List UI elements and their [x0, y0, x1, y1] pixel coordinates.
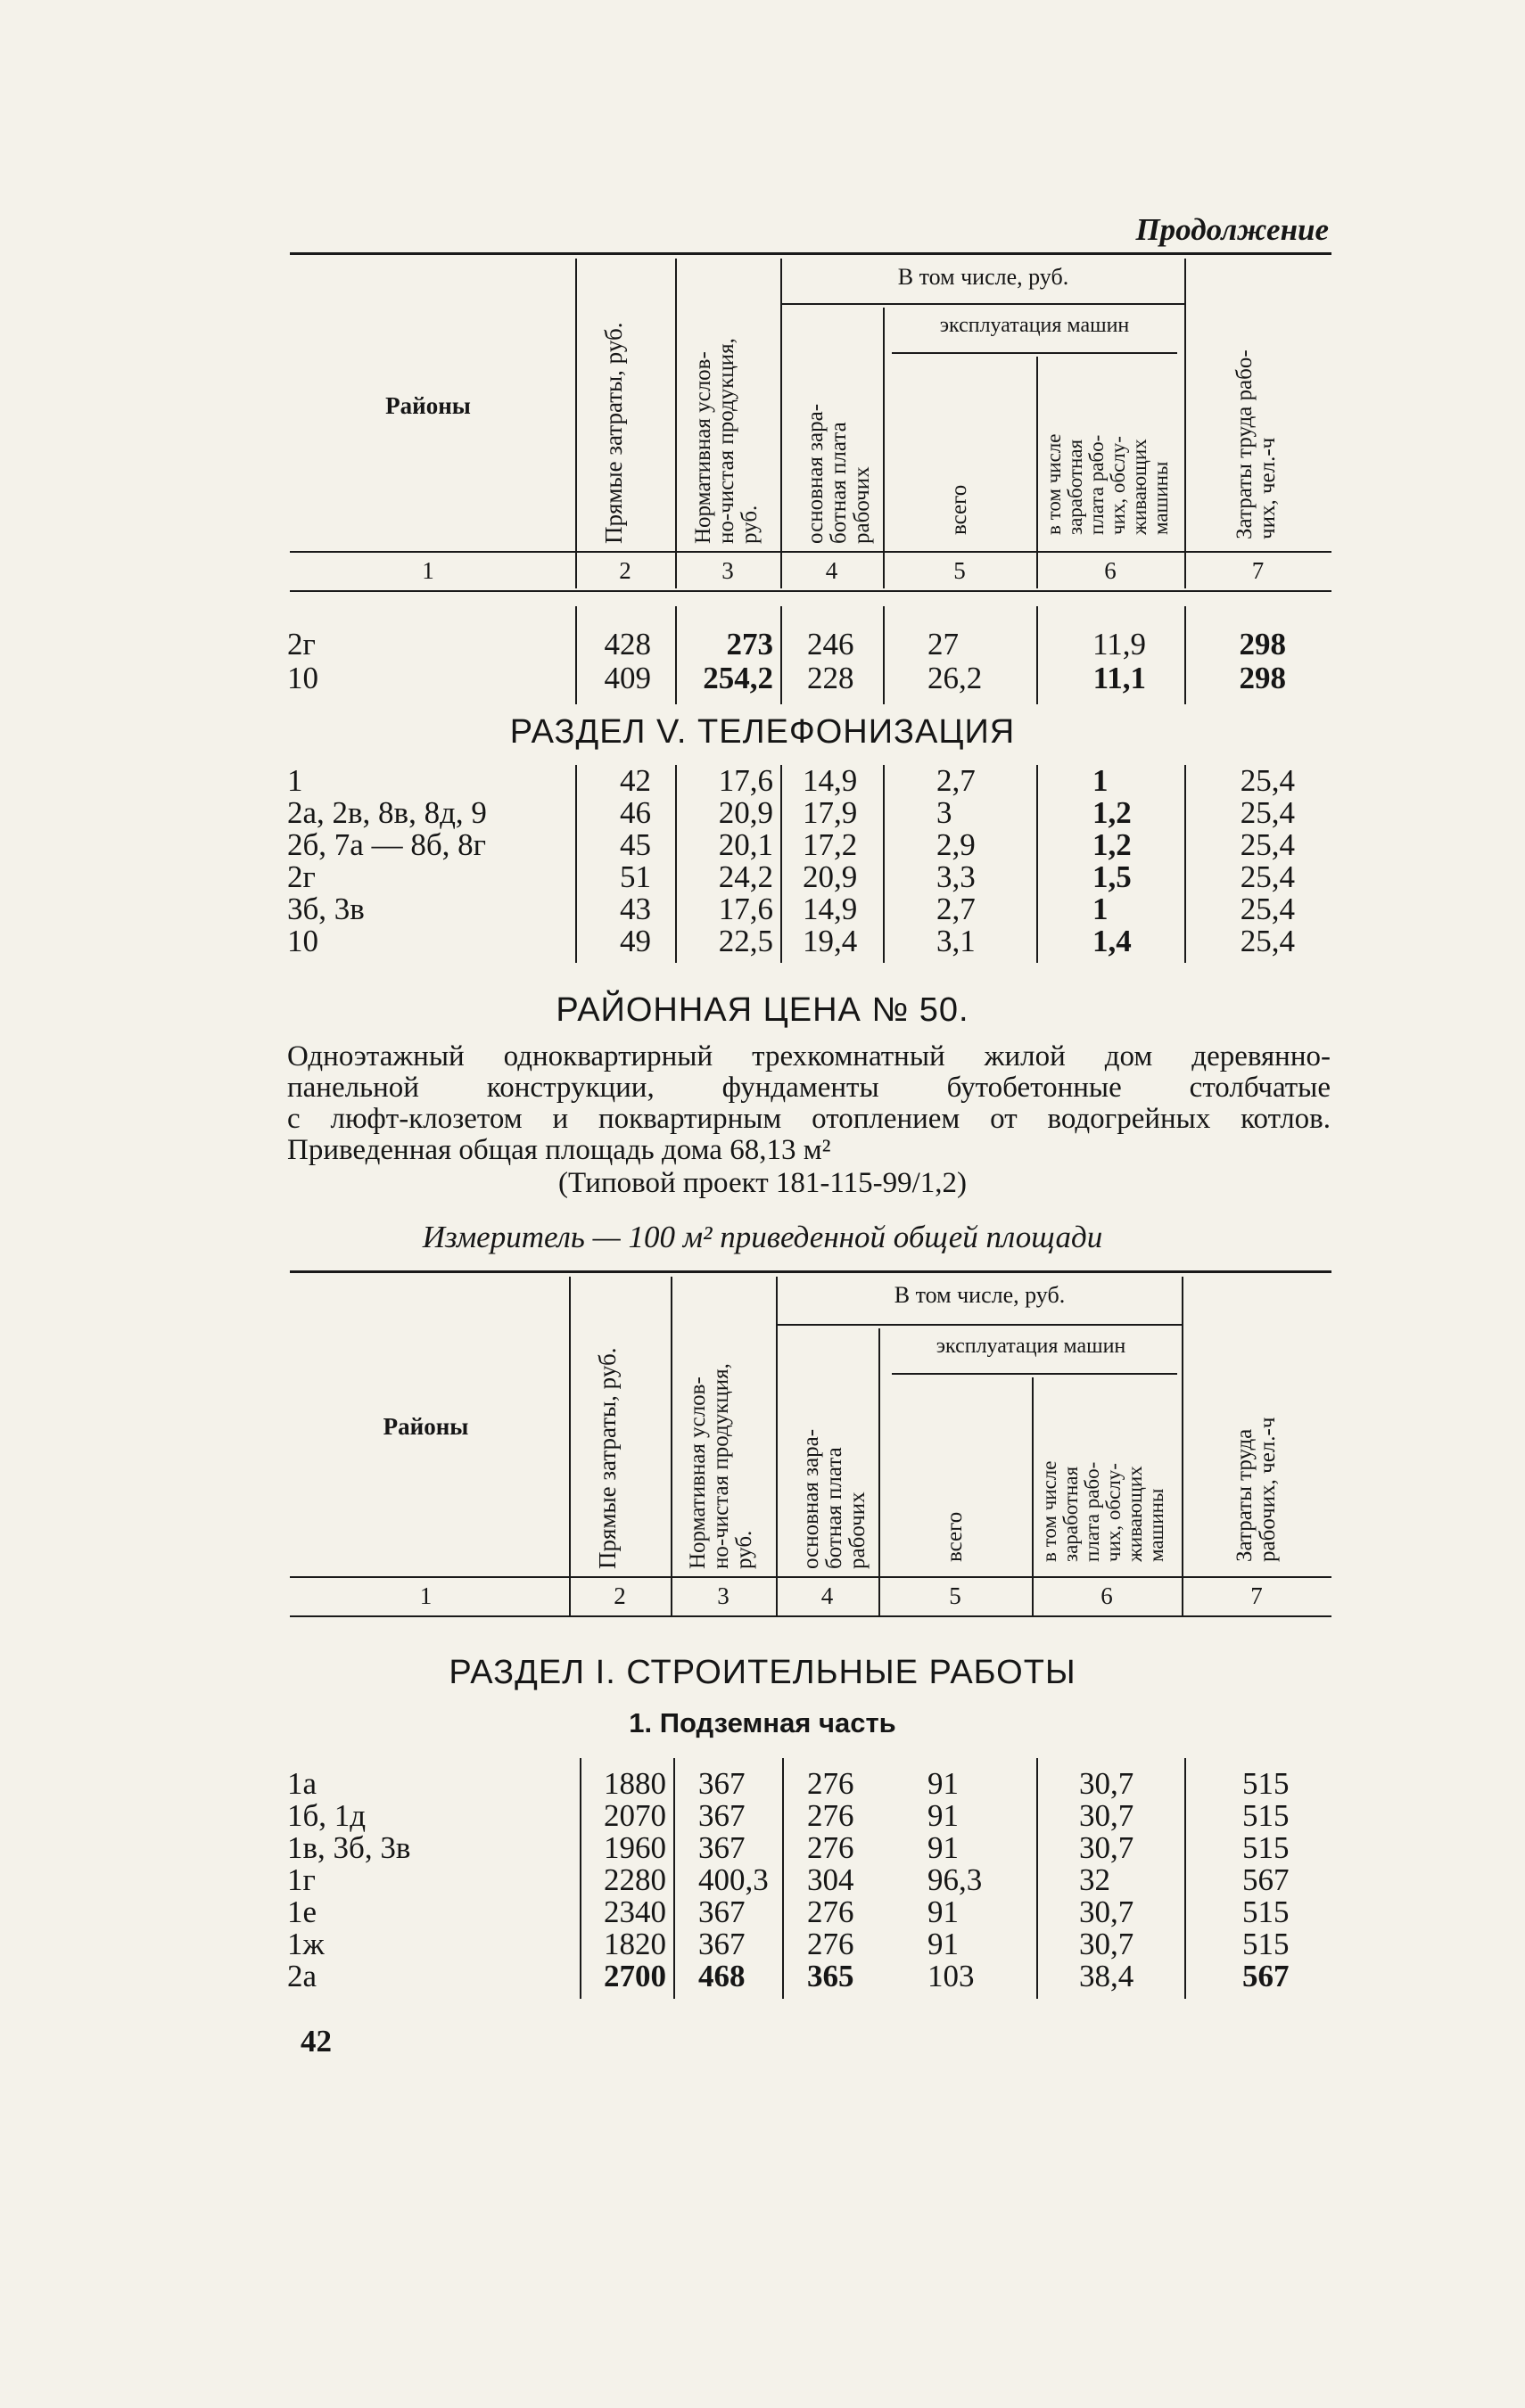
page-number: 42 [301, 2024, 332, 2059]
col-including-header: В том числе, руб. [897, 264, 1069, 290]
col-machine-ops-header: эксплуатация машин [939, 314, 1130, 337]
section5-title: РАЗДЕЛ V. ТЕЛЕФОНИЗАЦИЯ [509, 713, 1016, 751]
col-including-header: В том числе, руб. [894, 1282, 1066, 1308]
continuation-label: Продолжение [1135, 212, 1329, 247]
col-regions-header: Районы [383, 1413, 469, 1440]
col-regions-header: Районы [385, 392, 471, 419]
section1-title: РАЗДЕЛ I. СТРОИТЕЛЬНЫЕ РАБОТЫ [449, 1654, 1076, 1691]
measure-unit: Измеритель — 100 м² приведенной общей площади [422, 1220, 1103, 1254]
col-total-header: всего [943, 1511, 967, 1562]
col-direct-header: Прямые затраты, руб. [594, 1347, 621, 1569]
subsection1-title: 1. Подземная часть [629, 1707, 896, 1738]
project-reference: (Типовой проект 181-115-99/1,2) [557, 1167, 968, 1199]
col-direct-header: Прямые затраты, руб. [600, 322, 627, 544]
header-top-rule [290, 252, 1331, 255]
price-title: РАЙОННАЯ ЦЕНА № 50. [556, 991, 969, 1029]
col-total-header: всего [947, 484, 971, 535]
col-machine-ops-header: эксплуатация машин [936, 1335, 1126, 1358]
